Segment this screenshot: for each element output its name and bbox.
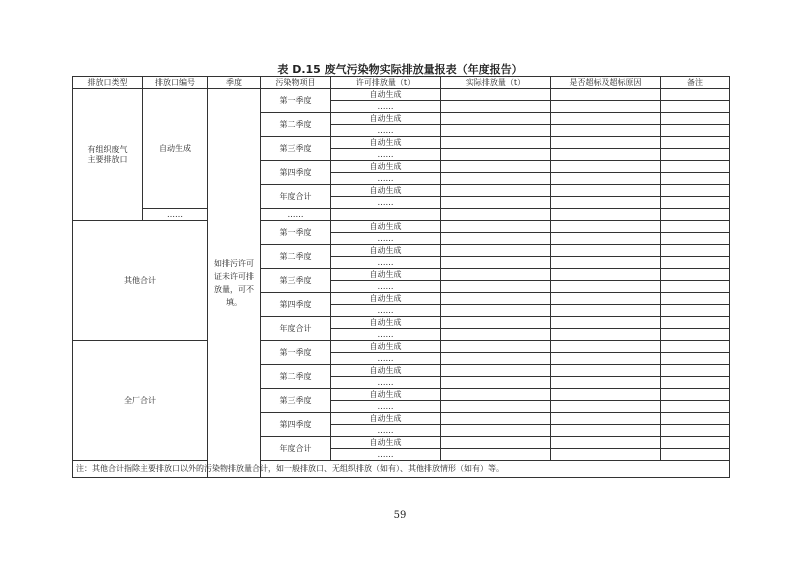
value-cell — [551, 125, 661, 137]
quarter-cell: 第一季度 — [261, 221, 331, 245]
pollutant-cell: …… — [331, 101, 441, 113]
value-cell — [441, 269, 551, 281]
pollutant-cell: …… — [331, 449, 441, 461]
value-cell — [661, 341, 730, 353]
value-cell — [551, 425, 661, 437]
value-cell — [441, 149, 551, 161]
pollutant-cell: …… — [331, 377, 441, 389]
footnote-row — [73, 461, 730, 478]
pollutant-cell: 自动生成 — [331, 437, 441, 449]
value-cell — [661, 353, 730, 365]
value-cell — [661, 245, 730, 257]
value-cell — [661, 269, 730, 281]
pollutant-cell: …… — [331, 425, 441, 437]
quarter-cell: 第三季度 — [261, 269, 331, 293]
header-cell: 污染物项目 — [261, 77, 331, 89]
pollutant-cell: …… — [331, 233, 441, 245]
quarter-cell: 第二季度 — [261, 113, 331, 137]
value-cell — [441, 377, 551, 389]
pollutant-cell: 自动生成 — [331, 221, 441, 233]
value-cell — [551, 317, 661, 329]
value-cell — [661, 305, 730, 317]
value-cell — [441, 209, 551, 221]
value-cell — [441, 305, 551, 317]
outlet-type-line: 有组织废气 — [87, 144, 128, 154]
header-cell: 许可排放量（t） — [331, 77, 441, 89]
header-row — [73, 77, 730, 89]
value-cell — [441, 125, 551, 137]
value-cell — [441, 329, 551, 341]
pollutant-cell: …… — [331, 257, 441, 269]
value-cell — [441, 293, 551, 305]
value-cell — [661, 413, 730, 425]
value-cell — [661, 293, 730, 305]
value-cell — [551, 365, 661, 377]
quarter-cell: 年度合计 — [261, 317, 331, 341]
value-cell — [551, 173, 661, 185]
value-cell — [441, 425, 551, 437]
quarter-cell: 第四季度 — [261, 293, 331, 317]
value-cell — [441, 389, 551, 401]
value-cell — [441, 353, 551, 365]
header-cell: 排放口类型 — [73, 77, 143, 89]
emission-report-table — [72, 76, 730, 478]
pollutant-cell: …… — [331, 353, 441, 365]
value-cell — [441, 173, 551, 185]
value-cell — [441, 221, 551, 233]
table-row — [73, 221, 730, 233]
value-cell — [661, 101, 730, 113]
value-cell — [661, 401, 730, 413]
value-cell — [441, 365, 551, 377]
value-cell — [551, 377, 661, 389]
value-cell — [551, 413, 661, 425]
value-cell — [661, 209, 730, 221]
value-cell — [441, 257, 551, 269]
value-cell — [551, 293, 661, 305]
value-cell — [551, 101, 661, 113]
value-cell — [551, 281, 661, 293]
pollutant-cell: …… — [331, 329, 441, 341]
value-cell — [661, 197, 730, 209]
value-cell — [661, 173, 730, 185]
value-cell — [441, 185, 551, 197]
table-title: 表 D.15 废气污染物实际排放量报表（年度报告） — [277, 63, 523, 76]
quarter-cell: 年度合计 — [261, 185, 331, 209]
header-cell: 排放口编号 — [143, 77, 208, 89]
value-cell — [551, 269, 661, 281]
value-cell — [551, 137, 661, 149]
pollutant-cell: …… — [331, 281, 441, 293]
value-cell — [551, 233, 661, 245]
value-cell — [661, 377, 730, 389]
value-cell — [551, 161, 661, 173]
pollutant-cell: 自动生成 — [331, 389, 441, 401]
quarter-cell: 第四季度 — [261, 161, 331, 185]
value-cell — [661, 149, 730, 161]
pollutant-cell — [331, 209, 441, 221]
value-cell — [661, 389, 730, 401]
pollutant-cell: 自动生成 — [331, 161, 441, 173]
value-cell — [661, 113, 730, 125]
pollutant-cell: 自动生成 — [331, 113, 441, 125]
pollutant-cell: 自动生成 — [331, 89, 441, 101]
pollutant-cell: …… — [331, 197, 441, 209]
value-cell — [551, 329, 661, 341]
pollutant-cell: 自动生成 — [331, 245, 441, 257]
value-cell — [661, 257, 730, 269]
value-cell — [551, 353, 661, 365]
value-cell — [441, 233, 551, 245]
value-cell — [441, 101, 551, 113]
outlet-id-cell: 自动生成 — [143, 89, 208, 209]
quarter-cell: 第一季度 — [261, 341, 331, 365]
header-cell: 是否超标及超标原因 — [551, 77, 661, 89]
quarter-cell: 第一季度 — [261, 89, 331, 113]
value-cell — [551, 257, 661, 269]
value-cell — [441, 281, 551, 293]
value-cell — [551, 437, 661, 449]
value-cell — [551, 209, 661, 221]
pollutant-cell: …… — [331, 173, 441, 185]
value-cell — [441, 341, 551, 353]
pollutant-cell: 自动生成 — [331, 413, 441, 425]
value-cell — [551, 449, 661, 461]
quarter-cell: 第二季度 — [261, 245, 331, 269]
quarter-cell: 第二季度 — [261, 365, 331, 389]
remark-cell: 如排污许可证未许可排放量，可不填。 — [208, 89, 261, 478]
pollutant-cell: 自动生成 — [331, 341, 441, 353]
quarter-cell: 年度合计 — [261, 437, 331, 461]
outlet-type-line: 主要排放口 — [87, 154, 128, 164]
value-cell — [661, 221, 730, 233]
value-cell — [551, 389, 661, 401]
value-cell — [661, 281, 730, 293]
value-cell — [551, 305, 661, 317]
quarter-cell: 第三季度 — [261, 137, 331, 161]
value-cell — [551, 89, 661, 101]
plant-total-cell: 全厂合计 — [73, 341, 208, 461]
value-cell — [661, 317, 730, 329]
footnote: 注：其他合计指除主要排放口以外的污染物排放量合计，如一般排放口、无组织排放（如有）、其他排放情形（如有）等。 — [73, 461, 730, 478]
value-cell — [441, 113, 551, 125]
value-cell — [661, 161, 730, 173]
value-cell — [551, 149, 661, 161]
value-cell — [441, 161, 551, 173]
table-row — [73, 341, 730, 353]
header-cell: 季度 — [208, 77, 261, 89]
header-cell: 备注 — [661, 77, 730, 89]
value-cell — [551, 197, 661, 209]
value-cell — [661, 425, 730, 437]
value-cell — [551, 341, 661, 353]
value-cell — [661, 449, 730, 461]
outlet-type-cell — [73, 89, 143, 221]
pollutant-cell: 自动生成 — [331, 293, 441, 305]
quarter-cell: …… — [261, 209, 331, 221]
value-cell — [441, 197, 551, 209]
value-cell — [441, 449, 551, 461]
value-cell — [441, 317, 551, 329]
value-cell — [661, 437, 730, 449]
pollutant-cell: …… — [331, 305, 441, 317]
value-cell — [661, 137, 730, 149]
value-cell — [661, 125, 730, 137]
quarter-cell: 第三季度 — [261, 389, 331, 413]
value-cell — [661, 365, 730, 377]
value-cell — [441, 137, 551, 149]
value-cell — [441, 401, 551, 413]
pollutant-cell: 自动生成 — [331, 317, 441, 329]
value-cell — [551, 245, 661, 257]
pollutant-cell: …… — [331, 401, 441, 413]
value-cell — [441, 89, 551, 101]
pollutant-cell: 自动生成 — [331, 365, 441, 377]
value-cell — [551, 113, 661, 125]
value-cell — [441, 245, 551, 257]
pollutant-cell: 自动生成 — [331, 137, 441, 149]
value-cell — [441, 413, 551, 425]
value-cell — [661, 329, 730, 341]
pollutant-cell: …… — [331, 125, 441, 137]
page-number: 59 — [393, 510, 407, 521]
value-cell — [551, 185, 661, 197]
pollutant-cell: 自动生成 — [331, 269, 441, 281]
value-cell — [661, 185, 730, 197]
value-cell — [661, 89, 730, 101]
pollutant-cell: …… — [331, 149, 441, 161]
value-cell — [551, 401, 661, 413]
quarter-cell: 第四季度 — [261, 413, 331, 437]
value-cell — [661, 233, 730, 245]
other-total-cell: 其他合计 — [73, 221, 208, 341]
table-row — [73, 89, 730, 101]
value-cell — [441, 437, 551, 449]
header-cell: 实际排放量（t） — [441, 77, 551, 89]
outlet-id-cell: …… — [143, 209, 208, 221]
value-cell — [551, 221, 661, 233]
pollutant-cell: 自动生成 — [331, 185, 441, 197]
table-row — [73, 209, 730, 221]
